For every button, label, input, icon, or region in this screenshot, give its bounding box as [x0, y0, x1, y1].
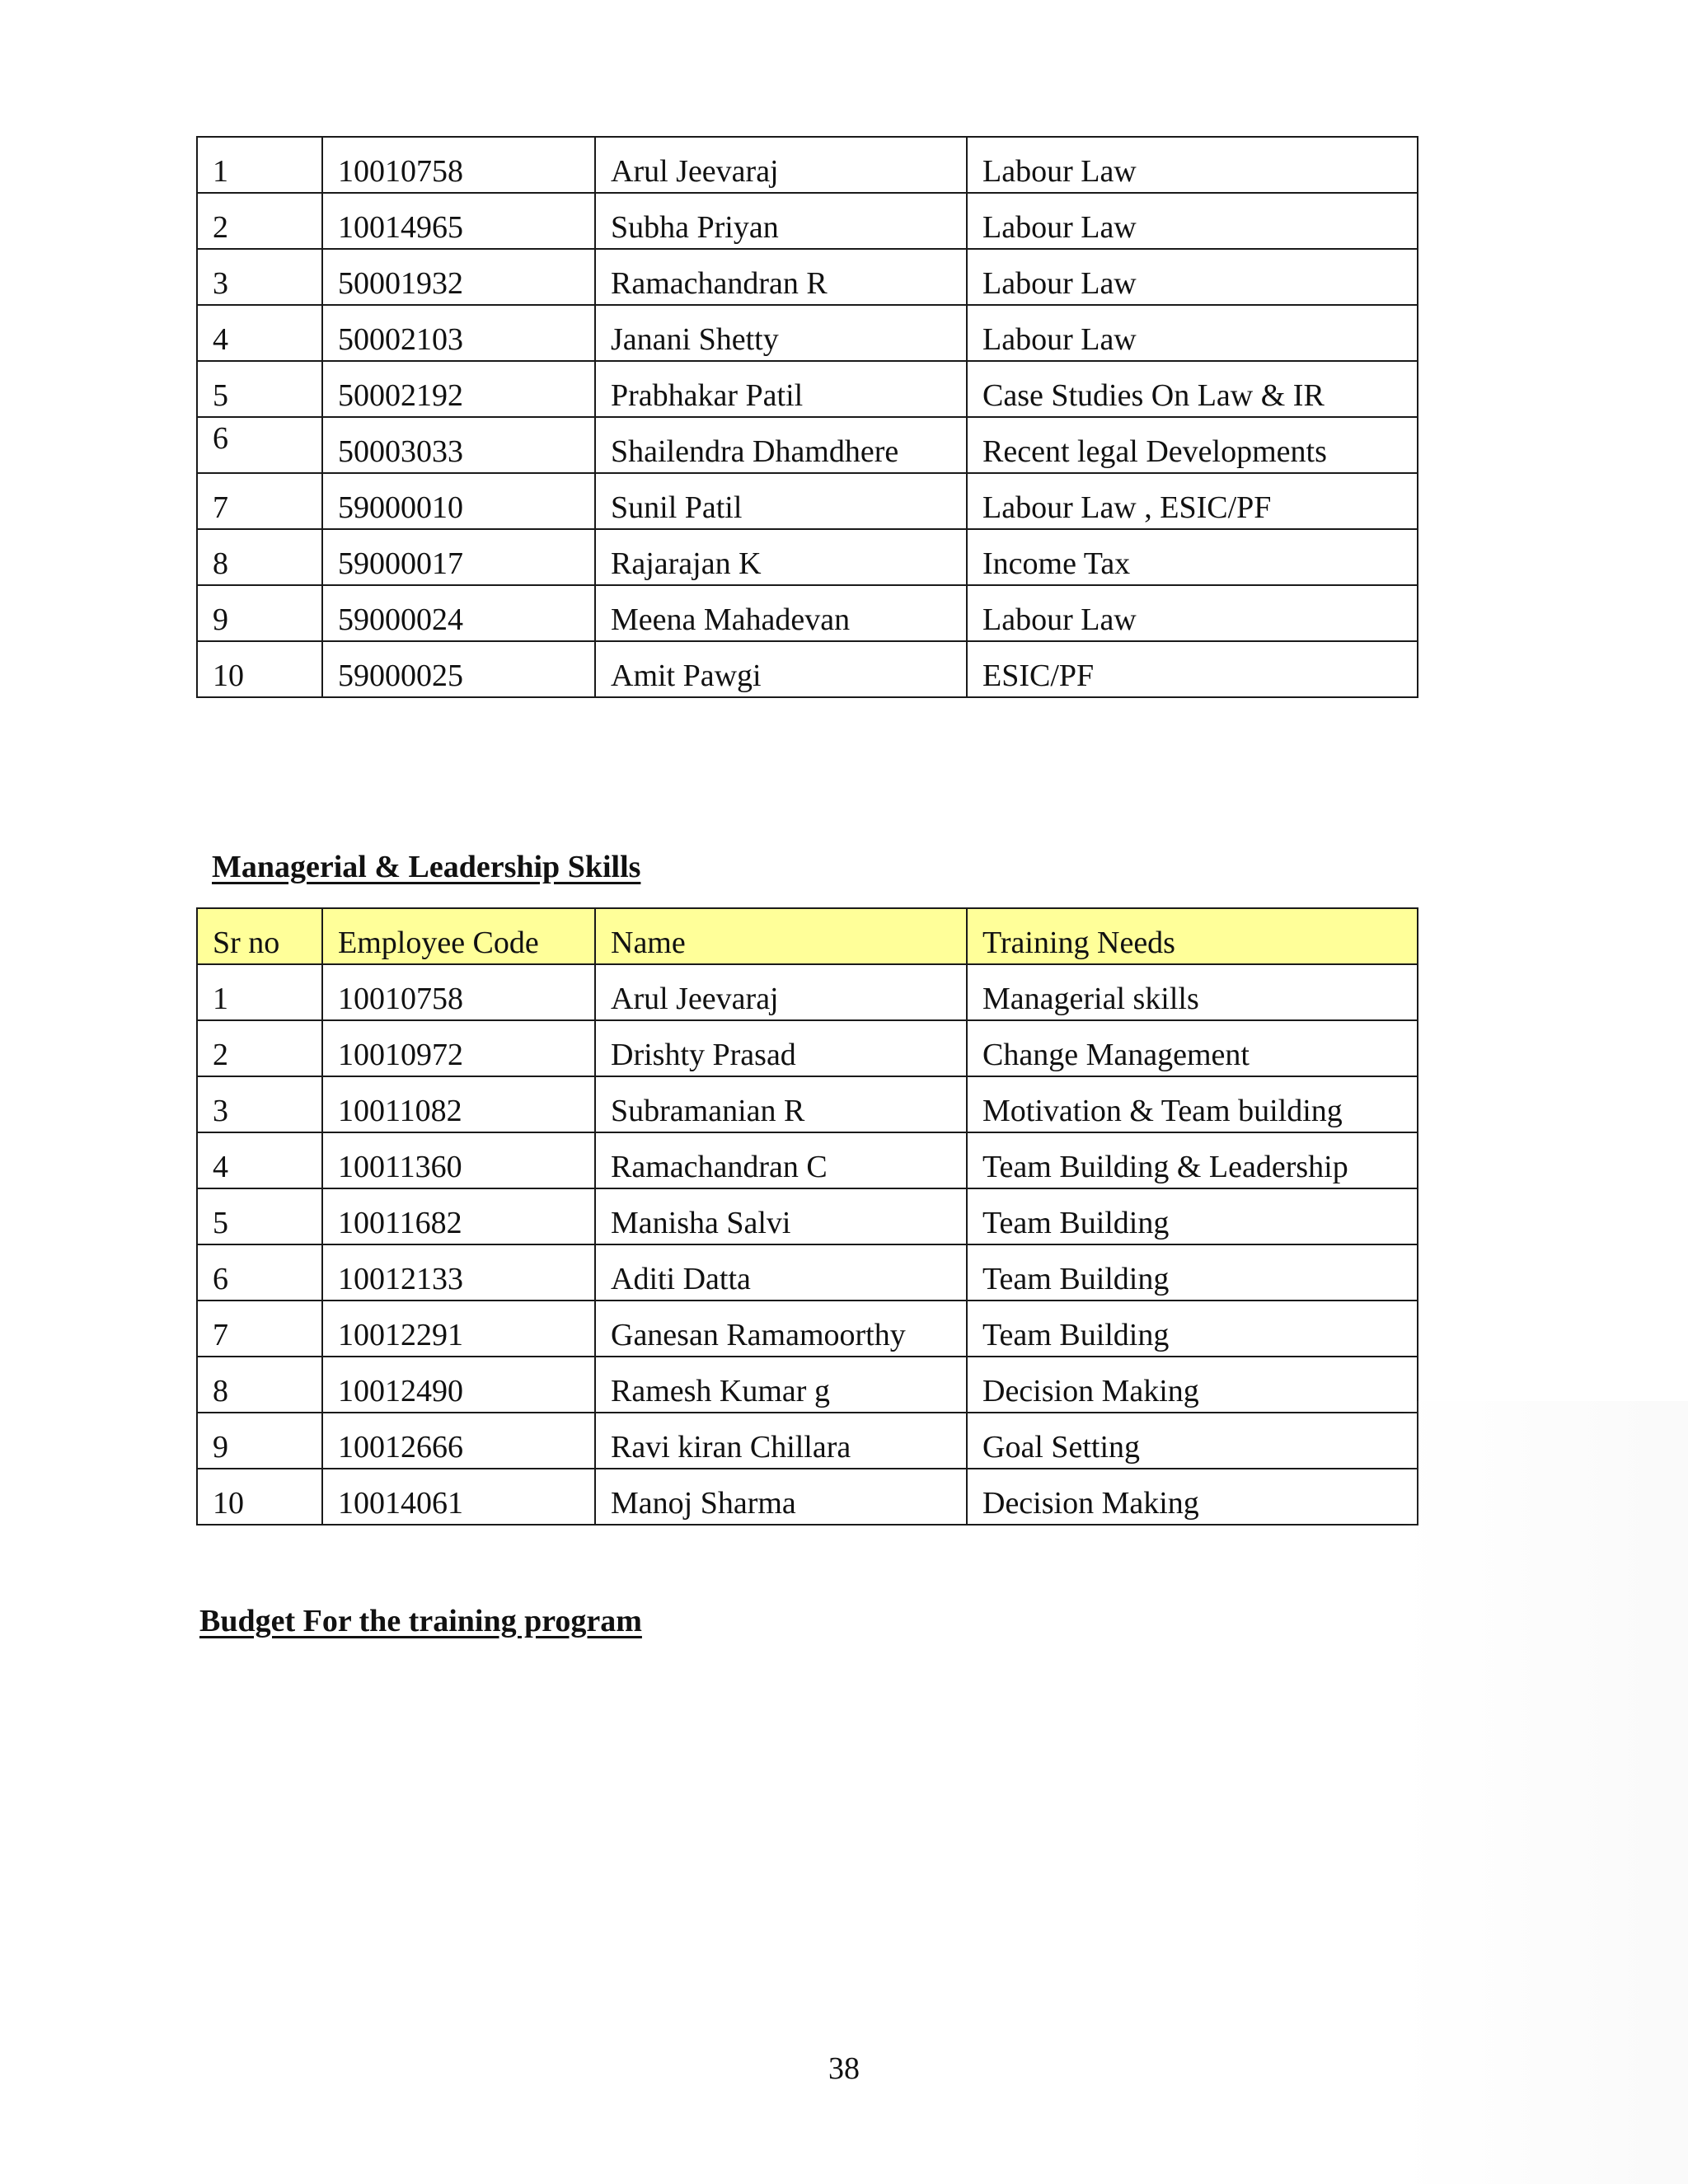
employee-code-cell: 10012666: [322, 1413, 595, 1469]
name-cell: Aditi Datta: [595, 1244, 967, 1301]
employee-code-cell: 10011682: [322, 1188, 595, 1244]
employee-code-cell: 59000010: [322, 473, 595, 529]
name-cell: Prabhakar Patil: [595, 361, 967, 417]
sr-no-cell: 6: [197, 1244, 322, 1301]
column-header-employee-code: Employee Code: [322, 908, 595, 964]
table-row: [197, 1413, 1418, 1469]
sr-no-cell: 1: [197, 137, 322, 193]
name-cell: Janani Shetty: [595, 305, 967, 361]
employee-code-cell: 59000025: [322, 641, 595, 697]
sr-no-cell: 8: [197, 1357, 322, 1413]
table-row: [197, 1244, 1418, 1301]
training-need-cell: Labour Law: [967, 305, 1418, 361]
sr-no-cell: 10: [197, 641, 322, 697]
employee-code-cell: 50002192: [322, 361, 595, 417]
employee-code-cell: 10012133: [322, 1244, 595, 1301]
name-cell: Manisha Salvi: [595, 1188, 967, 1244]
sr-no-cell: 2: [197, 1020, 322, 1076]
sr-no-cell: 9: [197, 585, 322, 641]
employee-code-cell: 10014965: [322, 193, 595, 249]
table-row: [197, 964, 1418, 1020]
table-row: [197, 1188, 1418, 1244]
table-row: [197, 529, 1418, 585]
name-cell: Ravi kiran Chillara: [595, 1413, 967, 1469]
training-need-cell: Labour Law , ESIC/PF: [967, 473, 1418, 529]
sr-no-cell: 2: [197, 193, 322, 249]
employee-code-cell: 10012291: [322, 1301, 595, 1357]
employee-code-cell: 10012490: [322, 1357, 595, 1413]
name-cell: Meena Mahadevan: [595, 585, 967, 641]
column-header-training-needs: Training Needs: [967, 908, 1418, 964]
training-need-cell: Motivation & Team building: [967, 1076, 1418, 1132]
table-row: [197, 1020, 1418, 1076]
sr-no-cell: 9: [197, 1413, 322, 1469]
name-cell: Ramachandran C: [595, 1132, 967, 1188]
sr-no-cell: 10: [197, 1469, 322, 1525]
training-need-cell: Labour Law: [967, 585, 1418, 641]
legal-training-table: [196, 136, 1418, 698]
table-row: [197, 193, 1418, 249]
training-need-cell: Managerial skills: [967, 964, 1418, 1020]
name-cell: Arul Jeevaraj: [595, 137, 967, 193]
table-row: [197, 361, 1418, 417]
employee-code-cell: 59000017: [322, 529, 595, 585]
name-cell: Ramachandran R: [595, 249, 967, 305]
table-row: [197, 1357, 1418, 1413]
training-need-cell: Team Building: [967, 1244, 1418, 1301]
table-header-row: [197, 908, 1418, 964]
table-row: [197, 1301, 1418, 1357]
table-row: [197, 1076, 1418, 1132]
table-row: [197, 1132, 1418, 1188]
sr-no-cell: 4: [197, 305, 322, 361]
sr-no-cell: 5: [197, 361, 322, 417]
sr-no-cell: 7: [197, 1301, 322, 1357]
employee-code-cell: 10010972: [322, 1020, 595, 1076]
employee-code-cell: 10010758: [322, 137, 595, 193]
sr-no-cell: 3: [197, 249, 322, 305]
sr-no-cell: 5: [197, 1188, 322, 1244]
column-header-name: Name: [595, 908, 967, 964]
column-header-sr-no: Sr no: [197, 908, 322, 964]
table-row: [197, 249, 1418, 305]
name-cell: Sunil Patil: [595, 473, 967, 529]
sr-no-cell: 7: [197, 473, 322, 529]
training-need-cell: Team Building: [967, 1188, 1418, 1244]
employee-code-cell: 59000024: [322, 585, 595, 641]
managerial-skills-heading: Managerial & Leadership Skills: [212, 850, 641, 884]
table-row: [197, 417, 1418, 473]
employee-code-cell: 10014061: [322, 1469, 595, 1525]
name-cell: Arul Jeevaraj: [595, 964, 967, 1020]
training-need-cell: Decision Making: [967, 1469, 1418, 1525]
managerial-skills-table: [196, 907, 1418, 1526]
employee-code-cell: 50001932: [322, 249, 595, 305]
sr-no-cell: 3: [197, 1076, 322, 1132]
page-number: 38: [828, 2051, 860, 2086]
name-cell: Shailendra Dhamdhere: [595, 417, 967, 473]
employee-code-cell: 10011082: [322, 1076, 595, 1132]
name-cell: Manoj Sharma: [595, 1469, 967, 1525]
name-cell: Rajarajan K: [595, 529, 967, 585]
table-row: [197, 473, 1418, 529]
budget-heading: Budget For the training program: [199, 1604, 642, 1638]
training-need-cell: Labour Law: [967, 137, 1418, 193]
table-row: [197, 585, 1418, 641]
table-row: [197, 305, 1418, 361]
training-need-cell: Labour Law: [967, 249, 1418, 305]
table-row: [197, 1469, 1418, 1525]
name-cell: Ganesan Ramamoorthy: [595, 1301, 967, 1357]
employee-code-cell: 50003033: [322, 417, 595, 473]
name-cell: Subramanian R: [595, 1076, 967, 1132]
name-cell: Amit Pawgi: [595, 641, 967, 697]
sr-no-cell: 1: [197, 964, 322, 1020]
employee-code-cell: 10011360: [322, 1132, 595, 1188]
training-need-cell: Recent legal Developments: [967, 417, 1418, 473]
table-row: [197, 641, 1418, 697]
training-need-cell: Goal Setting: [967, 1413, 1418, 1469]
training-need-cell: Change Management: [967, 1020, 1418, 1076]
employee-code-cell: 50002103: [322, 305, 595, 361]
name-cell: Ramesh Kumar g: [595, 1357, 967, 1413]
employee-code-cell: 10010758: [322, 964, 595, 1020]
training-need-cell: Case Studies On Law & IR: [967, 361, 1418, 417]
sr-no-cell: 6: [197, 417, 322, 473]
training-need-cell: Team Building: [967, 1301, 1418, 1357]
sr-no-cell: 4: [197, 1132, 322, 1188]
name-cell: Drishty Prasad: [595, 1020, 967, 1076]
training-need-cell: ESIC/PF: [967, 641, 1418, 697]
training-need-cell: Team Building & Leadership: [967, 1132, 1418, 1188]
table-row: [197, 137, 1418, 193]
training-need-cell: Income Tax: [967, 529, 1418, 585]
sr-no-cell: 8: [197, 529, 322, 585]
name-cell: Subha Priyan: [595, 193, 967, 249]
training-need-cell: Labour Law: [967, 193, 1418, 249]
training-need-cell: Decision Making: [967, 1357, 1418, 1413]
